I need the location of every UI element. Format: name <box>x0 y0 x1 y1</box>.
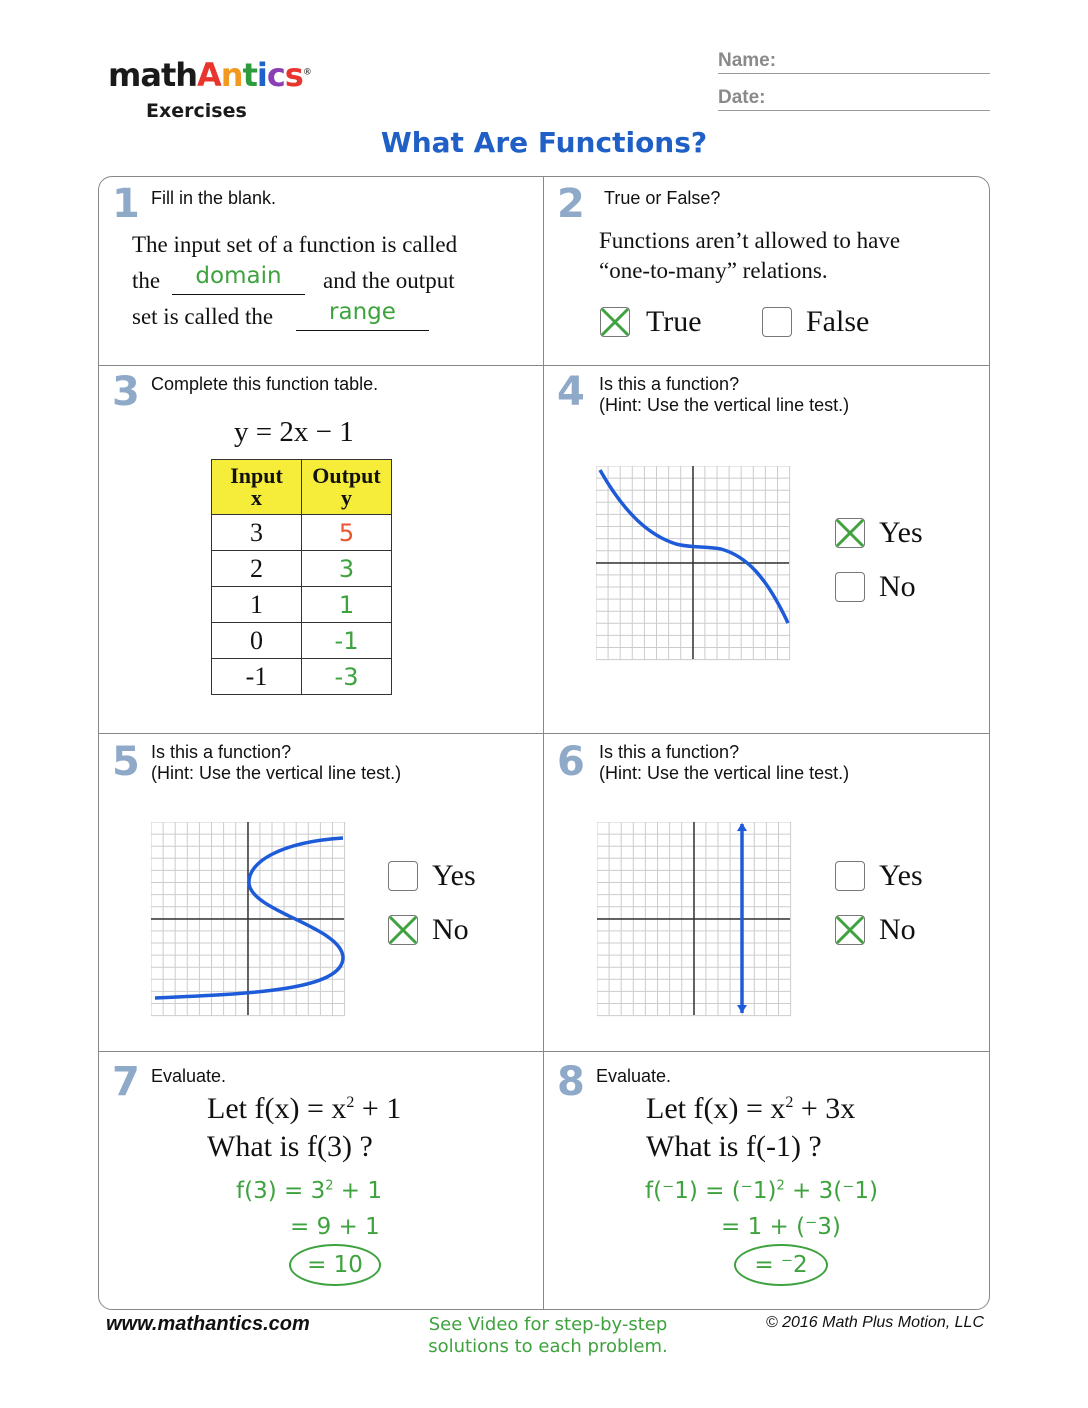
question-instruction: Fill in the blank. <box>151 188 277 208</box>
no-checkbox[interactable] <box>835 915 865 945</box>
range-blank[interactable] <box>296 298 429 331</box>
q8-question: What is f(-1) ? <box>646 1130 822 1163</box>
q5-graph <box>151 822 347 1018</box>
question-number: 7 <box>112 1059 140 1105</box>
input-cell: 1 <box>212 587 302 623</box>
question-hint: (Hint: Use the vertical line test.) <box>599 763 850 783</box>
no-label: No <box>432 913 469 946</box>
input-header: Input x <box>212 460 302 515</box>
q1-line-2-end: and the output <box>323 268 455 293</box>
q7-result-circled: = 10 <box>289 1244 381 1286</box>
yes-label: Yes <box>432 859 476 892</box>
question-number: 3 <box>112 369 140 415</box>
no-checkbox[interactable] <box>388 915 418 945</box>
video-note: See Video for step-by-step solutions to each problem. <box>428 1314 668 1357</box>
date-field[interactable] <box>718 87 990 111</box>
question-instruction: Is this a function? <box>599 374 740 394</box>
check-x-icon <box>835 915 865 945</box>
table-row <box>212 623 392 659</box>
q7-work-line-2: = 9 + 1 <box>290 1214 380 1240</box>
math-antics-logo: mathAntics® <box>108 56 311 94</box>
question-number: 1 <box>112 181 140 227</box>
input-cell: 3 <box>212 515 302 551</box>
q8-work-line-1: $f(^-1) = (^-1)^2 + 3(^-1)$ <box>645 1178 878 1204</box>
true-checkbox[interactable] <box>600 307 630 337</box>
domain-answer: domain <box>195 263 282 289</box>
q1-line-1: The input set of a function is called <box>132 232 458 257</box>
question-hint: (Hint: Use the vertical line test.) <box>599 395 850 415</box>
output-cell[interactable]: 5 <box>302 515 392 551</box>
output-cell[interactable]: -1 <box>302 623 392 659</box>
q7-work-line-1: $f(3) = 3^2 + 1$ <box>236 1178 383 1204</box>
name-label: Name: <box>718 50 777 71</box>
q7-function-definition: Let $f(x) = x^2 + 1$ <box>207 1092 402 1125</box>
page-title: What Are Functions? <box>380 126 708 159</box>
question-number: 6 <box>557 739 585 785</box>
copyright: © 2016 Math Plus Motion, LLC <box>765 1314 984 1331</box>
question-hint: (Hint: Use the vertical line test.) <box>151 763 402 783</box>
question-number: 4 <box>557 369 585 415</box>
range-answer: range <box>329 299 396 325</box>
no-label: No <box>879 570 916 603</box>
q2-line-2: “one-to-many” relations. <box>599 258 828 283</box>
q7-question: What is f(3) ? <box>207 1130 373 1163</box>
yes-checkbox[interactable] <box>388 861 418 891</box>
table-row <box>212 587 392 623</box>
output-cell[interactable]: -3 <box>302 659 392 695</box>
q1-line-3: set is called the <box>132 304 274 329</box>
row-divider <box>99 733 989 734</box>
yes-label: Yes <box>879 516 923 549</box>
output-cell[interactable]: 1 <box>302 587 392 623</box>
q8-work-line-2: = 1 + (⁻3) <box>721 1214 841 1240</box>
column-divider <box>543 177 544 1309</box>
curve-line <box>155 838 343 998</box>
yes-checkbox[interactable] <box>835 861 865 891</box>
question-instruction: Evaluate. <box>596 1066 672 1086</box>
row-divider <box>99 365 989 366</box>
check-x-icon <box>388 915 418 945</box>
no-label: No <box>879 913 916 946</box>
question-instruction: Is this a function? <box>599 742 740 762</box>
q6-graph <box>597 822 793 1018</box>
table-row <box>212 551 392 587</box>
q4-graph <box>596 466 792 662</box>
input-cell: 0 <box>212 623 302 659</box>
question-instruction: True or False? <box>604 188 721 208</box>
logo-subtitle: Exercises <box>146 100 247 122</box>
curve-line <box>600 470 788 623</box>
website-link[interactable]: www.mathantics.com <box>106 1313 310 1335</box>
domain-blank[interactable] <box>172 262 305 295</box>
q8-function-definition: Let $f(x) = x^2 + 3x$ <box>646 1092 856 1125</box>
question-instruction: Complete this function table. <box>151 374 379 394</box>
question-number: 2 <box>557 181 585 227</box>
false-checkbox[interactable] <box>762 307 792 337</box>
input-cell: -1 <box>212 659 302 695</box>
question-instruction: Evaluate. <box>151 1066 227 1086</box>
false-label: False <box>806 305 870 338</box>
yes-checkbox[interactable] <box>835 518 865 548</box>
date-label: Date: <box>718 87 766 108</box>
table-row <box>212 659 392 695</box>
q8-result-circled: = ⁻2 <box>734 1244 828 1286</box>
check-x-icon <box>835 518 865 548</box>
question-number: 5 <box>112 739 140 785</box>
name-field[interactable] <box>718 50 990 74</box>
true-label: True <box>646 305 702 338</box>
table-row <box>212 515 392 551</box>
check-x-icon <box>600 307 630 337</box>
output-cell[interactable]: 3 <box>302 551 392 587</box>
q2-line-1: Functions aren’t allowed to have <box>599 228 901 253</box>
function-table <box>211 459 392 695</box>
question-number: 8 <box>557 1059 585 1105</box>
output-header: Output y <box>302 460 392 515</box>
yes-label: Yes <box>879 859 923 892</box>
no-checkbox[interactable] <box>835 572 865 602</box>
input-cell: 2 <box>212 551 302 587</box>
question-instruction: Is this a function? <box>151 742 292 762</box>
q1-line-2-start: the <box>132 268 161 293</box>
row-divider <box>99 1051 989 1052</box>
function-equation: y = 2x − 1 <box>234 416 354 448</box>
